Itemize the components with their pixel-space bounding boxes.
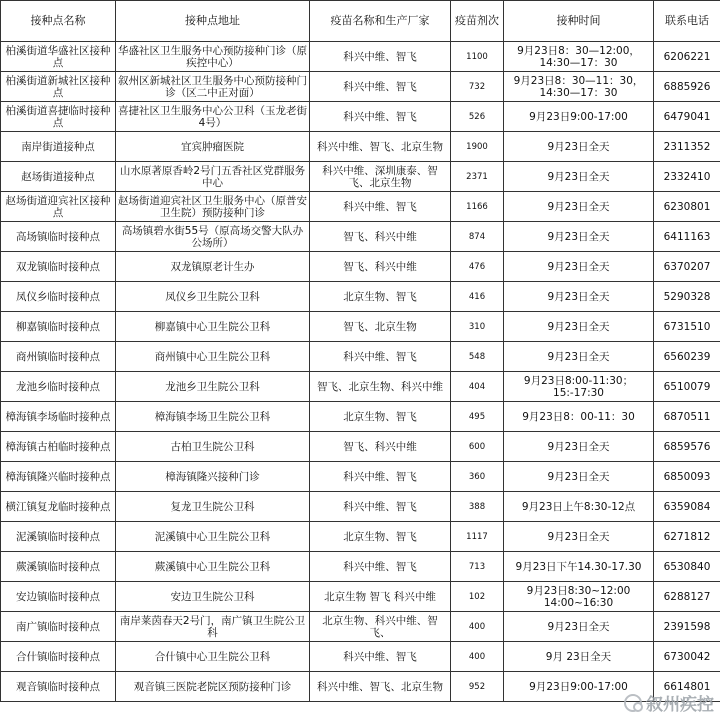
table-row bbox=[1, 552, 720, 582]
time-cell: 9月23日全天 bbox=[504, 132, 654, 162]
table-row bbox=[1, 102, 720, 132]
doses-cell: 732 bbox=[451, 72, 504, 102]
time-cell: 9月23日全天 bbox=[504, 432, 654, 462]
address-cell: 合什镇中心卫生院公卫科 bbox=[116, 642, 310, 672]
doses-cell: 388 bbox=[451, 492, 504, 522]
address-cell: 樟海镇隆兴接种门诊 bbox=[116, 462, 310, 492]
vaccine-cell: 北京生物、智飞 bbox=[310, 402, 451, 432]
time-cell: 9月 23日全天 bbox=[504, 642, 654, 672]
site-name-cell: 柏溪街道喜捷临时接种点 bbox=[1, 102, 116, 132]
phone-cell: 6850093 bbox=[654, 462, 720, 492]
vaccine-cell: 科兴中维、智飞 bbox=[310, 462, 451, 492]
address-cell: 蕨溪镇中心卫生院公卫科 bbox=[116, 552, 310, 582]
time-cell: 9月23日全天 bbox=[504, 342, 654, 372]
phone-cell: 6560239 bbox=[654, 342, 720, 372]
table-row bbox=[1, 132, 720, 162]
site-name-cell: 蕨溪镇临时接种点 bbox=[1, 552, 116, 582]
time-cell: 9月23日9:00-17:00 bbox=[504, 672, 654, 702]
vaccine-cell: 科兴中维、智飞 bbox=[310, 72, 451, 102]
phone-cell: 2311352 bbox=[654, 132, 720, 162]
phone-cell: 6885926 bbox=[654, 72, 720, 102]
time-cell: 9月23日全天 bbox=[504, 312, 654, 342]
site-name-cell: 泥溪镇临时接种点 bbox=[1, 522, 116, 552]
phone-cell: 6731510 bbox=[654, 312, 720, 342]
table-row bbox=[1, 252, 720, 282]
site-name-cell: 高场镇临时接种点 bbox=[1, 222, 116, 252]
vaccine-cell: 科兴中维、深圳康泰、智飞、北京生物 bbox=[310, 162, 451, 192]
vaccine-cell: 科兴中维、智飞 bbox=[310, 492, 451, 522]
doses-cell: 400 bbox=[451, 612, 504, 642]
vaccine-cell: 智飞、科兴中维 bbox=[310, 222, 451, 252]
table-row bbox=[1, 492, 720, 522]
doses-cell: 400 bbox=[451, 642, 504, 672]
doses-cell: 1117 bbox=[451, 522, 504, 552]
table-row bbox=[1, 372, 720, 402]
address-cell: 泥溪镇中心卫生院公卫科 bbox=[116, 522, 310, 552]
address-cell: 宜宾肿瘤医院 bbox=[116, 132, 310, 162]
site-name-cell: 樟海镇隆兴临时接种点 bbox=[1, 462, 116, 492]
time-cell: 9月23日全天 bbox=[504, 282, 654, 312]
time-cell: 9月23日上午8:30-12点 bbox=[504, 492, 654, 522]
doses-cell: 416 bbox=[451, 282, 504, 312]
vaccine-cell: 科兴中维、智飞、北京生物 bbox=[310, 672, 451, 702]
table-row bbox=[1, 72, 720, 102]
vaccine-cell: 科兴中维、智飞 bbox=[310, 102, 451, 132]
header-site-name: 接种点名称 bbox=[1, 1, 116, 42]
phone-cell: 6411163 bbox=[654, 222, 720, 252]
site-name-cell: 南岸街道接种点 bbox=[1, 132, 116, 162]
doses-cell: 476 bbox=[451, 252, 504, 282]
doses-cell: 2371 bbox=[451, 162, 504, 192]
address-cell: 双龙镇原老计生办 bbox=[116, 252, 310, 282]
address-cell: 赵场街道迎宾社区卫生服务中心（原普安卫生院）预防接种门诊 bbox=[116, 192, 310, 222]
site-name-cell: 柏溪街道华盛社区接种点 bbox=[1, 42, 116, 72]
vaccine-cell: 科兴中维、智飞 bbox=[310, 342, 451, 372]
phone-cell: 6530840 bbox=[654, 552, 720, 582]
header-phone: 联系电话 bbox=[654, 1, 720, 42]
site-name-cell: 安边镇临时接种点 bbox=[1, 582, 116, 612]
site-name-cell: 凤仪乡临时接种点 bbox=[1, 282, 116, 312]
doses-cell: 1166 bbox=[451, 192, 504, 222]
time-cell: 9月23日8:00-11:30；15:-17:30 bbox=[504, 372, 654, 402]
phone-cell: 6510079 bbox=[654, 372, 720, 402]
site-name-cell: 樟海镇古柏临时接种点 bbox=[1, 432, 116, 462]
table-row bbox=[1, 582, 720, 612]
table-row bbox=[1, 192, 720, 222]
header-vaccine: 疫苗名称和生产厂家 bbox=[310, 1, 451, 42]
vaccine-cell: 北京生物、智飞 bbox=[310, 522, 451, 552]
doses-cell: 360 bbox=[451, 462, 504, 492]
vaccine-cell: 智飞、科兴中维 bbox=[310, 432, 451, 462]
phone-cell: 6288127 bbox=[654, 582, 720, 612]
table-row bbox=[1, 282, 720, 312]
time-cell: 9月23日下午14.30-17.30 bbox=[504, 552, 654, 582]
wechat-search-icon bbox=[624, 694, 642, 712]
address-cell: 观音镇三医院老院区预防接种门诊 bbox=[116, 672, 310, 702]
address-cell: 古柏卫生院公卫科 bbox=[116, 432, 310, 462]
phone-cell: 5290328 bbox=[654, 282, 720, 312]
site-name-cell: 赵场街道迎宾社区接种点 bbox=[1, 192, 116, 222]
watermark bbox=[624, 690, 714, 715]
address-cell: 商州镇中心卫生院公卫科 bbox=[116, 342, 310, 372]
time-cell: 9月23日8：30—11：30，14:30—17：30 bbox=[504, 72, 654, 102]
time-cell: 9月23日8:30~12:00 14:00~16:30 bbox=[504, 582, 654, 612]
phone-cell: 2332410 bbox=[654, 162, 720, 192]
address-cell: 柳嘉镇中心卫生院公卫科 bbox=[116, 312, 310, 342]
table-row bbox=[1, 642, 720, 672]
table-row bbox=[1, 612, 720, 642]
vaccine-cell: 科兴中维、智飞 bbox=[310, 42, 451, 72]
header-row bbox=[1, 1, 720, 42]
address-cell: 华盛社区卫生服务中心预防接种门诊（原疾控中心） bbox=[116, 42, 310, 72]
phone-cell: 6730042 bbox=[654, 642, 720, 672]
doses-cell: 102 bbox=[451, 582, 504, 612]
address-cell: 安边卫生院公卫科 bbox=[116, 582, 310, 612]
doses-cell: 713 bbox=[451, 552, 504, 582]
site-name-cell: 南广镇临时接种点 bbox=[1, 612, 116, 642]
doses-cell: 600 bbox=[451, 432, 504, 462]
doses-cell: 526 bbox=[451, 102, 504, 132]
doses-cell: 1900 bbox=[451, 132, 504, 162]
watermark-text: 叙州疾控 bbox=[646, 695, 714, 715]
address-cell: 樟海镇李场卫生院公卫科 bbox=[116, 402, 310, 432]
vaccine-cell: 北京生物 智飞 科兴中维 bbox=[310, 582, 451, 612]
doses-cell: 310 bbox=[451, 312, 504, 342]
vaccine-cell: 北京生物、智飞 bbox=[310, 282, 451, 312]
time-cell: 9月23日全天 bbox=[504, 252, 654, 282]
table-row bbox=[1, 312, 720, 342]
vaccine-cell: 北京生物、科兴中维、智飞、 bbox=[310, 612, 451, 642]
time-cell: 9月23日全天 bbox=[504, 462, 654, 492]
time-cell: 9月23日全天 bbox=[504, 612, 654, 642]
time-cell: 9月23日全天 bbox=[504, 162, 654, 192]
address-cell: 凤仪乡卫生院公卫科 bbox=[116, 282, 310, 312]
table-row bbox=[1, 162, 720, 192]
table-row bbox=[1, 222, 720, 252]
doses-cell: 404 bbox=[451, 372, 504, 402]
header-doses: 疫苗剂次 bbox=[451, 1, 504, 42]
time-cell: 9月23日8：30—12:00，14:30—17：30 bbox=[504, 42, 654, 72]
vaccine-cell: 科兴中维、智飞 bbox=[310, 642, 451, 672]
time-cell: 9月23日9:00-17:00 bbox=[504, 102, 654, 132]
address-cell: 南岸莱茵春天2号门，南广镇卫生院公卫科 bbox=[116, 612, 310, 642]
vaccine-cell: 科兴中维、智飞、北京生物 bbox=[310, 132, 451, 162]
table-row bbox=[1, 42, 720, 72]
phone-cell: 6230801 bbox=[654, 192, 720, 222]
phone-cell: 6359084 bbox=[654, 492, 720, 522]
site-name-cell: 柳嘉镇临时接种点 bbox=[1, 312, 116, 342]
header-address: 接种点地址 bbox=[116, 1, 310, 42]
address-cell: 龙池乡卫生院公卫科 bbox=[116, 372, 310, 402]
site-name-cell: 龙池乡临时接种点 bbox=[1, 372, 116, 402]
doses-cell: 952 bbox=[451, 672, 504, 702]
table-row bbox=[1, 342, 720, 372]
address-cell: 复龙卫生院公卫科 bbox=[116, 492, 310, 522]
phone-cell: 6614801 bbox=[654, 672, 720, 702]
header-time: 接种时间 bbox=[504, 1, 654, 42]
table-row bbox=[1, 672, 720, 702]
table-row bbox=[1, 522, 720, 552]
time-cell: 9月23日全天 bbox=[504, 522, 654, 552]
site-name-cell: 双龙镇临时接种点 bbox=[1, 252, 116, 282]
site-name-cell: 合什镇临时接种点 bbox=[1, 642, 116, 672]
site-name-cell: 商州镇临时接种点 bbox=[1, 342, 116, 372]
table-row bbox=[1, 462, 720, 492]
site-name-cell: 观音镇临时接种点 bbox=[1, 672, 116, 702]
address-cell: 叙州区新城社区卫生服务中心预防接种门诊（区二中正对面） bbox=[116, 72, 310, 102]
phone-cell: 6271812 bbox=[654, 522, 720, 552]
doses-cell: 1100 bbox=[451, 42, 504, 72]
phone-cell: 6206221 bbox=[654, 42, 720, 72]
time-cell: 9月23日全天 bbox=[504, 192, 654, 222]
site-name-cell: 樟海镇李场临时接种点 bbox=[1, 402, 116, 432]
address-cell: 山水原著原香岭2号门五香社区党群服务中心 bbox=[116, 162, 310, 192]
doses-cell: 548 bbox=[451, 342, 504, 372]
address-cell: 高场镇碧水街55号（原高场交警大队办公场所） bbox=[116, 222, 310, 252]
vaccine-cell: 智飞、北京生物 bbox=[310, 312, 451, 342]
phone-cell: 6870511 bbox=[654, 402, 720, 432]
vaccine-cell: 智飞、北京生物、科兴中维 bbox=[310, 372, 451, 402]
phone-cell: 6479041 bbox=[654, 102, 720, 132]
vaccine-cell: 智飞、科兴中维 bbox=[310, 252, 451, 282]
table-row bbox=[1, 402, 720, 432]
vaccine-cell: 科兴中维、智飞 bbox=[310, 552, 451, 582]
vaccine-cell: 科兴中维、智飞 bbox=[310, 192, 451, 222]
time-cell: 9月23日全天 bbox=[504, 222, 654, 252]
address-cell: 喜捷社区卫生服务中心公卫科（玉龙老街4号） bbox=[116, 102, 310, 132]
site-name-cell: 赵场街道接种点 bbox=[1, 162, 116, 192]
phone-cell: 2391598 bbox=[654, 612, 720, 642]
phone-cell: 6370207 bbox=[654, 252, 720, 282]
site-name-cell: 横江镇复龙临时接种点 bbox=[1, 492, 116, 522]
doses-cell: 874 bbox=[451, 222, 504, 252]
site-name-cell: 柏溪街道新城社区接种点 bbox=[1, 72, 116, 102]
time-cell: 9月23日8：00-11：30 bbox=[504, 402, 654, 432]
doses-cell: 495 bbox=[451, 402, 504, 432]
phone-cell: 6859576 bbox=[654, 432, 720, 462]
table-row bbox=[1, 432, 720, 462]
